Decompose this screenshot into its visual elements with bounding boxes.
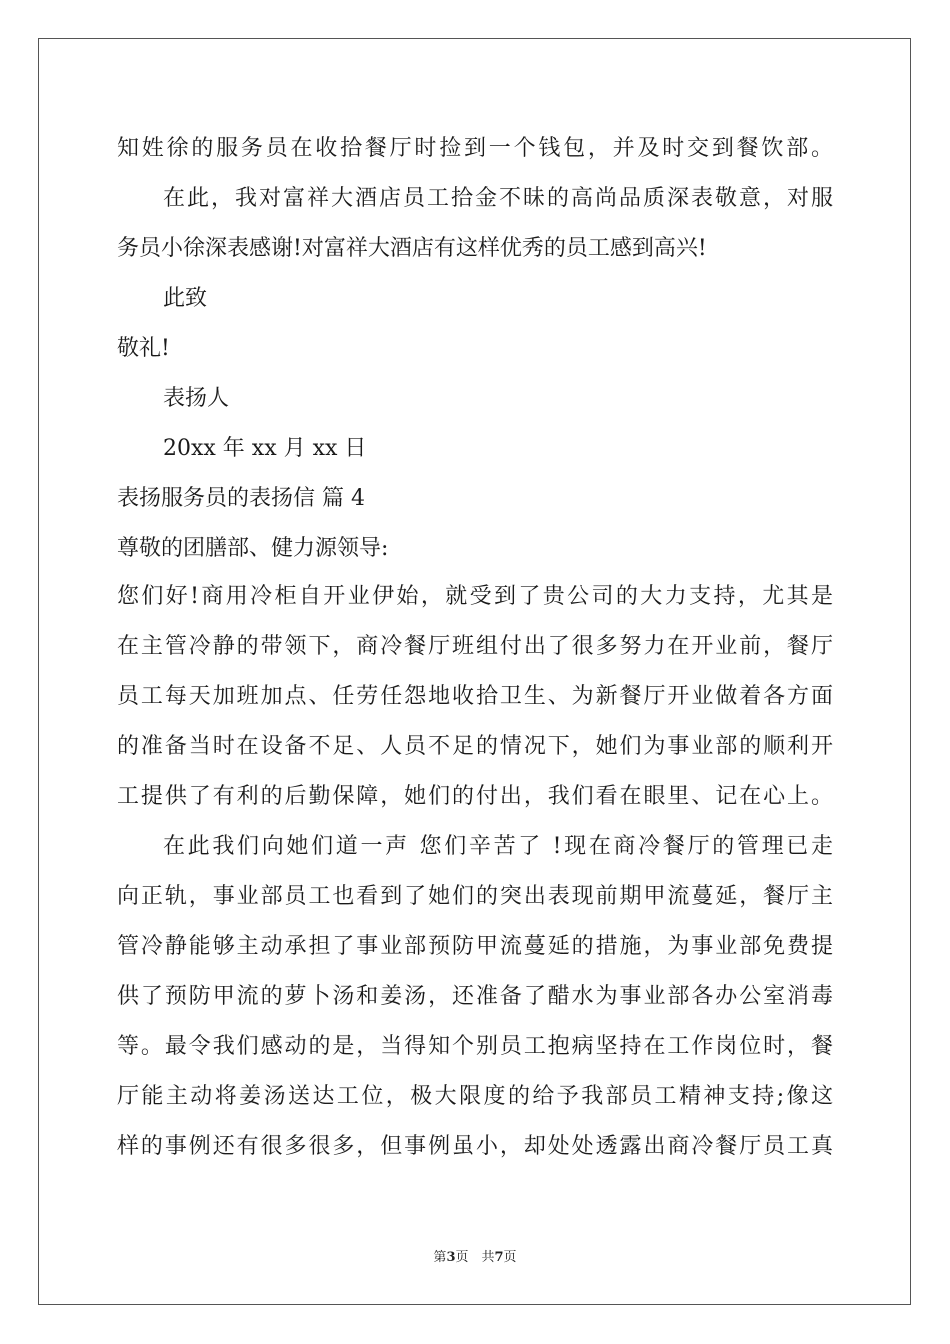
salutation-line: 敬礼! [117, 336, 170, 361]
greeting-line: 尊敬的团膳部、健力源领导: [117, 536, 389, 561]
page-mid: 页 共 [455, 1250, 495, 1265]
page-suffix: 页 [503, 1250, 517, 1265]
text-line: 的准备当时在设备不足、人员不足的情况下，她们为事业部的顺利开 [117, 734, 833, 759]
page-prefix: 第 [433, 1250, 447, 1265]
page-border [38, 38, 911, 1305]
text-line: 样的事例还有很多很多，但事例虽小，却处处透露出商冷餐厅员工真 [117, 1134, 833, 1159]
text-line: 在此，我对富祥大酒店员工拾金不昧的高尚品质深表敬意，对服 [163, 186, 833, 211]
text-line: 向正轨，事业部员工也看到了她们的突出表现前期甲流蔓延，餐厅主 [117, 884, 833, 909]
page-footer [0, 1246, 950, 1265]
text-line: 厅能主动将姜汤送达工位，极大限度的给予我部员工精神支持;像这 [117, 1084, 833, 1109]
page-number-total: 7 [494, 1250, 504, 1265]
text-line: 员工每天加班加点、任劳任怨地收拾卫生、为新餐厅开业做着各方面 [117, 684, 833, 709]
text-line: 等。最令我们感动的是，当得知个别员工抱病坚持在工作岗位时，餐 [117, 1034, 833, 1059]
text-line: 工提供了有利的后勤保障，她们的付出，我们看在眼里、记在心上。 [117, 784, 833, 809]
date-line: 20xx 年 xx 月 xx 日 [163, 436, 367, 461]
text-line: 在此我们向她们道一声 您们辛苦了 !现在商冷餐厅的管理已走 [163, 834, 833, 859]
signature-line: 表扬人 [163, 386, 230, 411]
salutation-line: 此致 [163, 286, 208, 311]
text-line: 管冷静能够主动承担了事业部预防甲流蔓延的措施，为事业部免费提 [117, 934, 833, 959]
page-number-current: 3 [446, 1250, 456, 1265]
text-line: 务员小徐深表感谢!对富祥大酒店有这样优秀的员工感到高兴! [117, 236, 707, 261]
text-line: 在主管冷静的带领下，商冷餐厅班组付出了很多努力在开业前，餐厅 [117, 634, 833, 659]
text-line: 供了预防甲流的萝卜汤和姜汤，还准备了醋水为事业部各办公室消毒 [117, 984, 833, 1009]
text-line: 知姓徐的服务员在收拾餐厅时捡到一个钱包，并及时交到餐饮部。 [117, 136, 833, 161]
section-heading: 表扬服务员的表扬信 篇 4 [117, 486, 365, 511]
text-line: 您们好!商用冷柜自开业伊始，就受到了贵公司的大力支持，尤其是 [117, 584, 833, 609]
